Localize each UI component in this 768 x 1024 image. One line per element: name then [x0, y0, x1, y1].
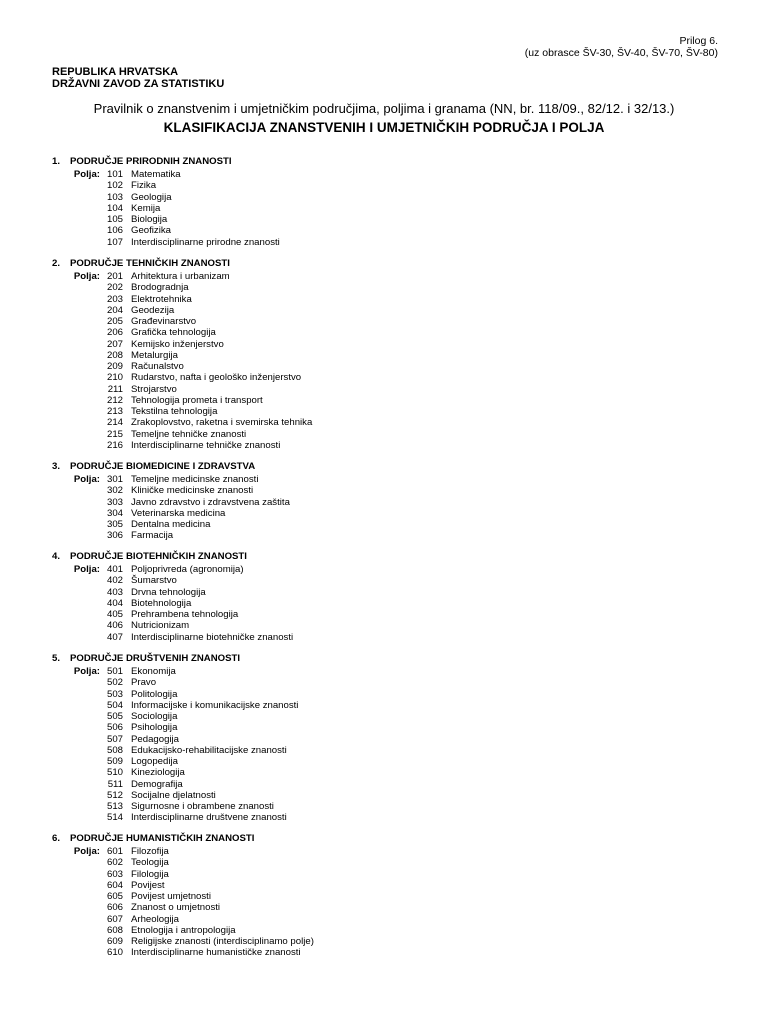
field-name: Biotehnologija	[131, 597, 192, 609]
area-number: 1.	[52, 156, 61, 167]
area-number: 2.	[52, 258, 61, 269]
field-row	[52, 339, 312, 350]
field-name: Geofizika	[131, 225, 171, 237]
field-row	[52, 689, 298, 700]
field-row	[52, 677, 298, 688]
field-code: 214	[106, 417, 123, 429]
field-list	[52, 474, 290, 542]
field-name: Geodezija	[131, 304, 175, 316]
field-code: 103	[106, 191, 123, 203]
area-name: PODRUČJE HUMANISTIČKIH ZNANOSTI	[70, 833, 255, 844]
field-name: Etnologija i antropologija	[131, 924, 236, 936]
fields-label: Polja:	[73, 846, 100, 857]
field-row	[52, 372, 312, 383]
annex-note	[525, 35, 718, 59]
fields-label: Polja:	[73, 666, 100, 677]
field-code: 210	[106, 372, 123, 384]
field-list	[52, 564, 293, 643]
field-code: 102	[106, 180, 123, 192]
fields-label	[52, 880, 100, 891]
field-row	[52, 745, 298, 756]
field-code: 513	[106, 801, 123, 812]
field-row	[52, 609, 293, 620]
field-row	[52, 857, 314, 868]
field-name: Interdisciplinarne društvene znanosti	[131, 812, 287, 824]
field-name: Sigurnosne i obrambene znanosti	[131, 801, 274, 812]
field-list	[52, 271, 312, 451]
annex-forms: (uz obrasce ŠV-30, ŠV-40, ŠV-70, ŠV-80)	[524, 47, 718, 59]
fields-label	[52, 722, 100, 733]
field-code: 511	[107, 778, 123, 790]
fields-label	[52, 711, 100, 722]
field-code: 607	[106, 913, 123, 925]
field-code: 101	[106, 169, 123, 180]
fields-label	[52, 395, 100, 406]
field-row	[52, 192, 280, 203]
field-row	[52, 519, 290, 530]
field-name: Pravo	[131, 677, 157, 689]
fields-label	[52, 305, 100, 316]
field-list	[52, 169, 280, 248]
field-name: Prehrambena tehnologija	[131, 609, 239, 620]
fields-label	[52, 237, 100, 248]
fields-label	[52, 857, 100, 868]
field-code: 508	[106, 744, 123, 756]
field-row	[52, 327, 312, 338]
field-code: 304	[106, 507, 123, 519]
fields-label	[52, 339, 100, 350]
field-code: 514	[106, 812, 123, 824]
field-name: Kemijsko inženjerstvo	[131, 338, 224, 350]
field-row	[52, 294, 312, 305]
field-code: 107	[106, 236, 123, 248]
fields-label: Polja:	[73, 564, 100, 575]
field-code: 606	[106, 902, 123, 914]
field-row	[52, 869, 314, 880]
field-code: 404	[106, 597, 123, 609]
field-name: Socijalne djelatnosti	[131, 789, 216, 801]
area-number: 5.	[52, 653, 61, 664]
field-row	[52, 767, 298, 778]
field-row	[52, 925, 314, 936]
field-row	[52, 485, 290, 496]
field-code: 403	[106, 586, 123, 598]
field-name: Tekstilna tehnologija	[131, 406, 218, 417]
field-row	[52, 880, 314, 891]
field-name: Fizika	[131, 180, 157, 192]
fields-label	[52, 519, 100, 530]
field-row	[52, 214, 280, 225]
field-code: 303	[106, 496, 123, 508]
field-name: Interdisciplinarne prirodne znanosti	[131, 236, 280, 248]
fields-label	[52, 936, 100, 947]
fields-label	[52, 530, 100, 541]
area-name: PODRUČJE BIOTEHNIČKIH ZNANOSTI	[70, 551, 247, 562]
annex-number: Prilog 6.	[679, 35, 718, 47]
fields-label	[52, 350, 100, 361]
fields-label	[52, 947, 100, 958]
field-code: 201	[106, 271, 123, 282]
field-code: 301	[106, 474, 123, 485]
field-name: Metalurgija	[131, 349, 178, 361]
field-name: Psihologija	[131, 722, 178, 734]
field-name: Pedagogija	[131, 733, 180, 745]
fields-label	[52, 767, 100, 778]
field-code: 512	[106, 789, 123, 801]
fields-label	[52, 406, 100, 417]
field-row	[52, 801, 298, 812]
field-row	[52, 914, 314, 925]
field-code: 501	[106, 666, 123, 677]
field-code: 206	[106, 327, 123, 339]
fields-label	[52, 779, 100, 790]
field-row	[52, 169, 280, 180]
field-name: Rudarstvo, nafta i geološko inženjerstvo	[131, 372, 302, 384]
field-name: Temeljne medicinske znanosti	[131, 474, 259, 485]
area-section	[52, 461, 290, 542]
field-code: 407	[106, 631, 123, 643]
field-row	[52, 891, 314, 902]
field-code: 609	[106, 936, 123, 947]
fields-label	[52, 812, 100, 823]
area-heading	[52, 258, 312, 270]
fields-label	[52, 620, 100, 631]
field-row	[52, 350, 312, 361]
field-code: 105	[106, 214, 123, 225]
fields-label	[52, 598, 100, 609]
fields-label	[52, 700, 100, 711]
fields-label	[52, 609, 100, 620]
field-row	[52, 225, 280, 236]
field-code: 402	[106, 575, 123, 587]
field-name: Interdisciplinarne tehničke znanosti	[131, 439, 281, 451]
field-code: 509	[106, 756, 123, 767]
field-code: 203	[106, 293, 123, 305]
field-code: 504	[106, 699, 123, 711]
field-name: Strojarstvo	[131, 383, 177, 395]
fields-label	[52, 790, 100, 801]
fields-label: Polja:	[73, 271, 100, 282]
field-name: Grafička tehnologija	[131, 327, 216, 339]
field-row	[52, 203, 280, 214]
field-name: Farmacija	[131, 530, 174, 542]
field-row	[52, 947, 314, 958]
field-code: 204	[106, 304, 123, 316]
field-name: Brodogradnja	[131, 282, 189, 294]
field-name: Teologija	[131, 857, 169, 869]
field-row	[52, 812, 298, 823]
field-name: Tehnologija prometa i transport	[131, 394, 263, 406]
fields-label: Polja:	[73, 169, 100, 180]
area-number: 6.	[52, 833, 61, 844]
field-code: 104	[106, 202, 123, 214]
field-name: Drvna tehnologija	[131, 586, 206, 598]
fields-label	[52, 440, 100, 451]
fields-label	[52, 756, 100, 767]
fields-label	[52, 575, 100, 586]
field-name: Znanost o umjetnosti	[131, 902, 221, 914]
fields-label	[52, 869, 100, 880]
field-name: Javno zdravstvo i zdravstvena zaštita	[131, 496, 290, 508]
field-code: 506	[106, 722, 123, 734]
fields-label	[52, 203, 100, 214]
area-number: 3.	[52, 461, 61, 472]
field-name: Nutricionizam	[131, 620, 190, 632]
field-name: Filologija	[131, 868, 169, 880]
field-code: 401	[106, 564, 123, 575]
fields-label	[52, 384, 100, 395]
field-name: Računalstvo	[131, 361, 184, 372]
field-name: Informacijske i komunikacijske znanosti	[131, 699, 299, 711]
field-code: 605	[106, 891, 123, 902]
area-section	[52, 653, 298, 824]
fields-label	[52, 891, 100, 902]
field-row	[52, 666, 298, 677]
fields-label	[52, 914, 100, 925]
field-row	[52, 429, 312, 440]
fields-label	[52, 361, 100, 372]
field-row	[52, 564, 293, 575]
field-code: 601	[106, 846, 123, 857]
fields-label	[52, 214, 100, 225]
field-code: 205	[106, 316, 123, 327]
field-code: 208	[106, 349, 123, 361]
field-code: 106	[106, 225, 123, 237]
organization-header	[52, 66, 224, 90]
field-name: Edukacijsko-rehabilitacijske znanosti	[131, 744, 287, 756]
area-heading	[52, 653, 298, 665]
field-row	[52, 406, 312, 417]
field-name: Povijest	[131, 879, 165, 891]
field-row	[52, 474, 290, 485]
field-name: Religijske znanosti (interdisciplinamo polje)	[131, 936, 314, 947]
area-number: 4.	[52, 551, 61, 562]
fields-label	[52, 801, 100, 812]
field-name: Ekonomija	[131, 666, 176, 677]
field-name: Filozofija	[131, 846, 169, 857]
fields-label	[52, 485, 100, 496]
field-row	[52, 180, 280, 191]
field-name: Kliničke medicinske znanosti	[131, 485, 254, 497]
field-row	[52, 756, 298, 767]
field-code: 216	[106, 439, 123, 451]
field-code: 502	[106, 677, 123, 689]
field-row	[52, 384, 312, 395]
field-row	[52, 575, 293, 586]
fields-label	[52, 902, 100, 913]
field-row	[52, 587, 293, 598]
fields-label	[52, 294, 100, 305]
field-row	[52, 395, 312, 406]
field-code: 215	[106, 428, 123, 440]
field-name: Interdisciplinarne humanističke znanosti	[131, 947, 301, 959]
field-code: 406	[106, 620, 123, 632]
area-heading	[52, 156, 280, 168]
fields-label	[52, 734, 100, 745]
area-section	[52, 551, 293, 643]
area-name: PODRUČJE DRUŠTVENIH ZNANOSTI	[70, 653, 241, 664]
field-row	[52, 790, 298, 801]
field-row	[52, 440, 312, 451]
field-row	[52, 305, 312, 316]
field-list	[52, 666, 298, 824]
field-row	[52, 508, 290, 519]
fields-label	[52, 429, 100, 440]
field-row	[52, 361, 312, 372]
area-heading	[52, 551, 293, 563]
fields-label	[52, 677, 100, 688]
field-code: 610	[106, 947, 123, 959]
area-section	[52, 258, 312, 451]
fields-label	[52, 180, 100, 191]
field-code: 202	[106, 282, 123, 294]
field-name: Politologija	[131, 688, 178, 700]
area-name: PODRUČJE PRIRODNIH ZNANOSTI	[70, 156, 232, 167]
fields-label	[52, 192, 100, 203]
field-name: Elektrotehnika	[131, 293, 192, 305]
field-code: 302	[106, 485, 123, 497]
field-row	[52, 846, 314, 857]
field-name: Matematika	[131, 169, 181, 180]
fields-label	[52, 225, 100, 236]
field-row	[52, 734, 298, 745]
field-row	[52, 936, 314, 947]
fields-label	[52, 632, 100, 643]
field-name: Arhitektura i urbanizam	[131, 271, 230, 282]
field-row	[52, 316, 312, 327]
area-name: PODRUČJE BIOMEDICINE I ZDRAVSTVA	[70, 461, 256, 472]
field-row	[52, 700, 298, 711]
fields-label	[52, 745, 100, 756]
fields-label	[52, 689, 100, 700]
field-code: 608	[106, 924, 123, 936]
field-row	[52, 530, 290, 541]
field-code: 603	[106, 868, 123, 880]
fields-label	[52, 497, 100, 508]
field-name: Zrakoplovstvo, raketna i svemirska tehnika	[131, 417, 313, 429]
field-code: 510	[106, 767, 123, 779]
field-row	[52, 282, 312, 293]
field-row	[52, 497, 290, 508]
fields-label	[52, 282, 100, 293]
field-name: Interdisciplinarne biotehničke znanosti	[131, 631, 294, 643]
field-row	[52, 711, 298, 722]
field-code: 207	[106, 338, 123, 350]
field-code: 212	[106, 394, 123, 406]
regulation-reference: Pravilnik o znanstvenim i umjetničkim područjima, poljima i granama (NN, br. 118/09., 82/12. i 32/13.)	[93, 101, 675, 116]
fields-label: Polja:	[73, 474, 100, 485]
field-code: 405	[106, 609, 123, 620]
document-title: KLASIFIKACIJA ZNANSTVENIH I UMJETNIČKIH PODRUČJA I POLJA	[163, 120, 605, 135]
field-name: Dentalna medicina	[131, 519, 211, 530]
field-code: 507	[106, 733, 123, 745]
field-name: Kemija	[131, 202, 161, 214]
field-name: Građevinarstvo	[131, 316, 197, 327]
field-name: Kineziologija	[131, 767, 185, 779]
field-name: Veterinarska medicina	[131, 507, 226, 519]
fields-label	[52, 508, 100, 519]
field-name: Biologija	[131, 214, 168, 225]
field-row	[52, 902, 314, 913]
country-name: REPUBLIKA HRVATSKA	[52, 66, 179, 78]
field-row	[52, 632, 293, 643]
area-heading	[52, 833, 314, 845]
field-name: Geologija	[131, 191, 172, 203]
field-list	[52, 846, 314, 959]
field-name: Šumarstvo	[131, 575, 177, 587]
field-code: 305	[106, 519, 123, 530]
field-row	[52, 598, 293, 609]
area-section	[52, 833, 314, 959]
field-name: Poljoprivreda (agronomija)	[131, 564, 244, 575]
field-row	[52, 271, 312, 282]
area-name: PODRUČJE TEHNIČKIH ZNANOSTI	[70, 258, 230, 269]
institution-name: DRŽAVNI ZAVOD ZA STATISTIKU	[52, 78, 225, 90]
fields-label	[52, 327, 100, 338]
field-name: Demografija	[131, 778, 183, 790]
field-code: 602	[106, 857, 123, 869]
field-code: 209	[106, 361, 123, 372]
field-code: 213	[106, 406, 123, 417]
fields-label	[52, 372, 100, 383]
field-code: 306	[106, 530, 123, 542]
field-name: Povijest umjetnosti	[131, 891, 211, 902]
field-row	[52, 779, 298, 790]
area-section	[52, 156, 280, 248]
field-code: 604	[106, 879, 123, 891]
field-name: Sociologija	[131, 711, 178, 722]
fields-label	[52, 316, 100, 327]
field-name: Temeljne tehničke znanosti	[131, 428, 247, 440]
field-code: 505	[106, 711, 123, 722]
field-row	[52, 620, 293, 631]
field-code: 503	[106, 688, 123, 700]
fields-label	[52, 587, 100, 598]
field-row	[52, 722, 298, 733]
area-heading	[52, 461, 290, 473]
field-row	[52, 417, 312, 428]
fields-label	[52, 417, 100, 428]
field-name: Logopedija	[131, 756, 178, 767]
field-code: 211	[107, 383, 123, 395]
field-name: Arheologija	[131, 913, 180, 925]
field-row	[52, 237, 280, 248]
fields-label	[52, 925, 100, 936]
